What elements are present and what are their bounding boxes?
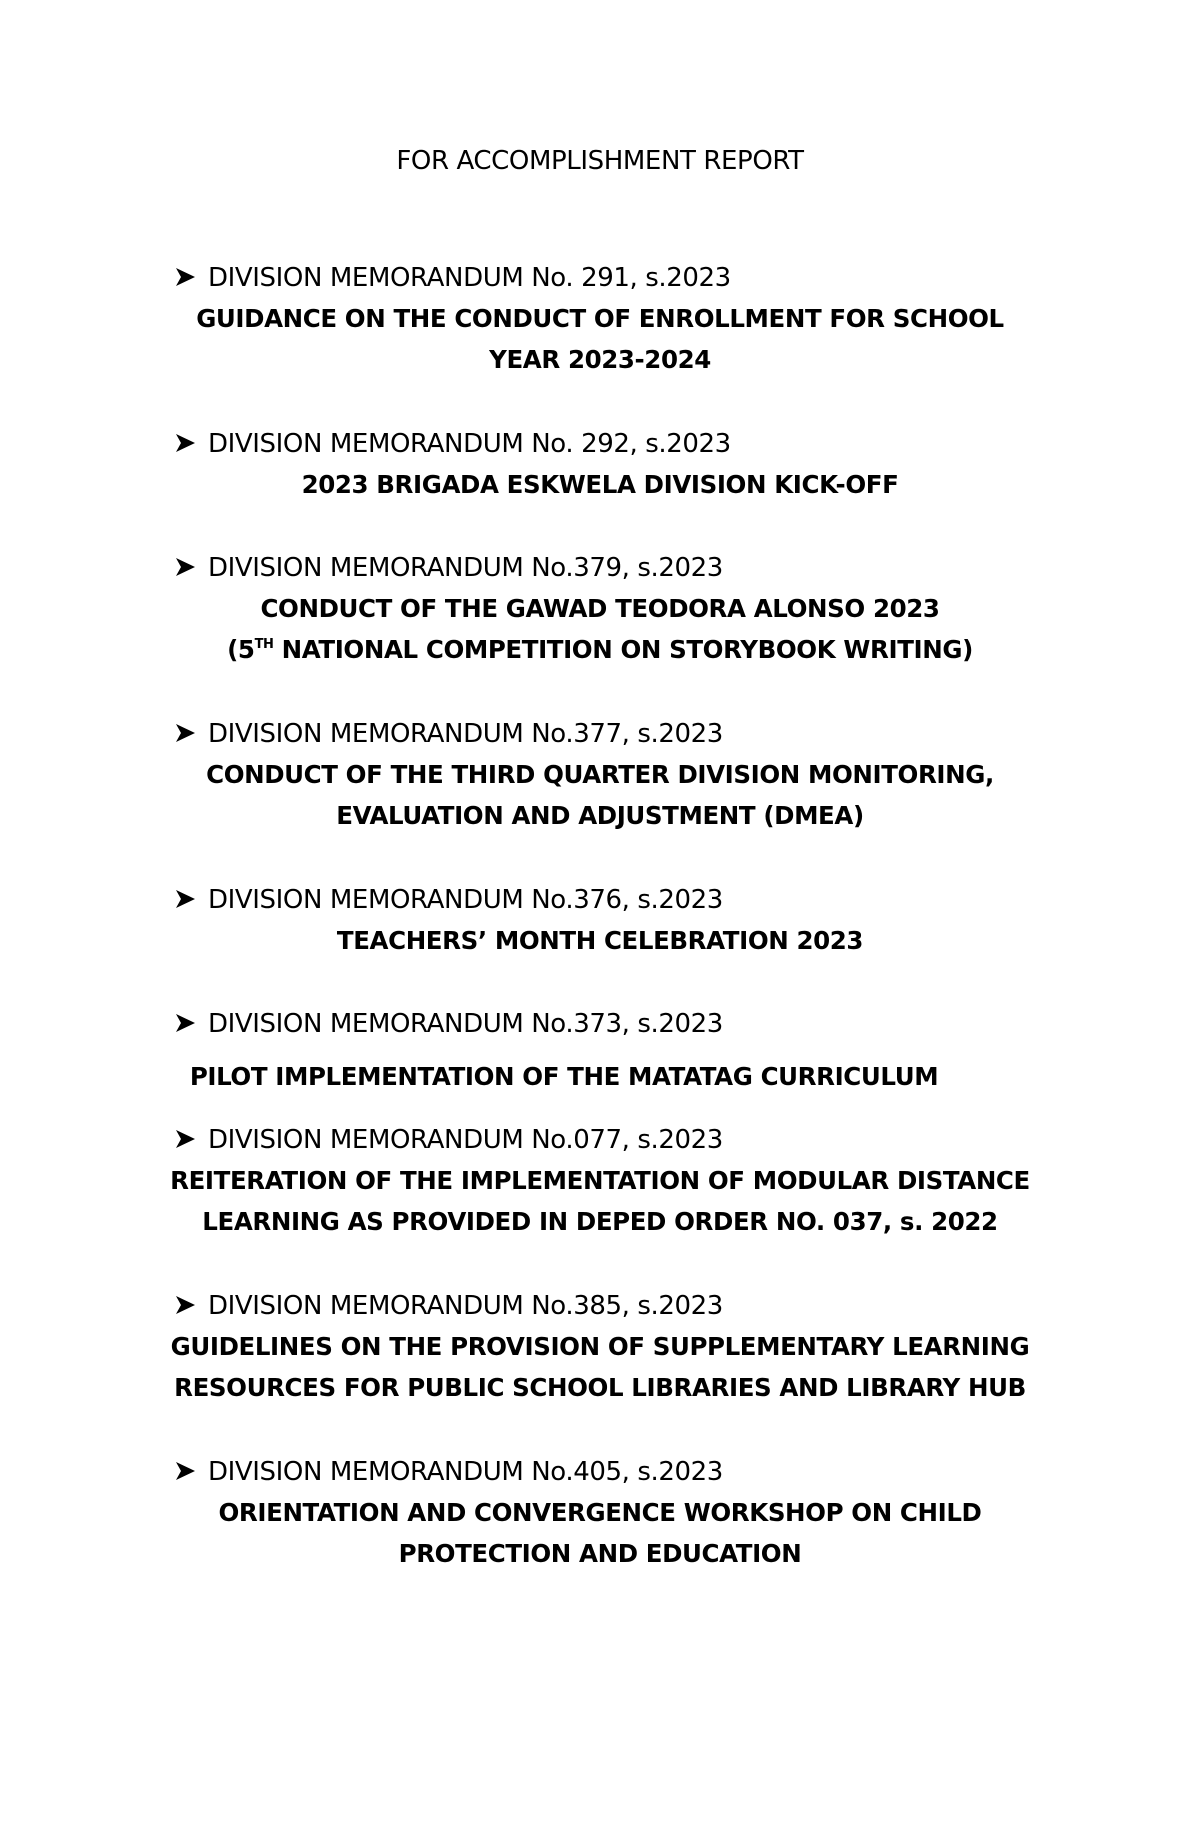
memo-number-line [175,718,723,750]
memo-title-line: REITERATION OF THE IMPLEMENTATION OF MODULAR DISTANCE [170,1166,1030,1195]
memo-title-line: ORIENTATION AND CONVERGENCE WORKSHOP ON CHILD [218,1498,982,1527]
memo-number: DIVISION MEMORANDUM No.077, s.2023 [208,1125,723,1155]
arrowhead-bullet-icon [175,723,196,743]
arrowhead-bullet-icon [175,1461,196,1481]
memo-title-line: PILOT IMPLEMENTATION OF THE MATATAG CURRICULUM [189,1062,939,1091]
memo-title [0,1056,1164,1097]
memo-number-line [175,1290,723,1322]
arrowhead-bullet-icon [175,557,196,577]
ordinal-superscript: TH [254,637,274,652]
arrowhead-bullet-icon [175,267,196,287]
memo-title-line: 2023 BRIGADA ESKWELA DIVISION KICK-OFF [301,470,899,499]
memo-number: DIVISION MEMORANDUM No.373, s.2023 [208,1009,723,1039]
memo-title-line: GUIDELINES ON THE PROVISION OF SUPPLEMENTARY LEARNING [170,1332,1030,1361]
memo-number: DIVISION MEMORANDUM No.377, s.2023 [208,719,723,749]
arrowhead-bullet-icon [175,433,196,453]
memo-title [0,754,1200,836]
memo-title-line: CONDUCT OF THE GAWAD TEODORA ALONSO 2023 [260,594,940,623]
memo-title-line: RESOURCES FOR PUBLIC SCHOOL LIBRARIES AND LIBRARY HUB [174,1373,1026,1402]
memo-number-line [175,1124,723,1156]
memo-number: DIVISION MEMORANDUM No.385, s.2023 [208,1291,723,1321]
memo-title-line: CONDUCT OF THE THIRD QUARTER DIVISION MONITORING, [206,760,994,789]
memo-title [0,298,1200,380]
memo-title [0,588,1200,670]
memo-number: DIVISION MEMORANDUM No. 291, s.2023 [208,263,731,293]
document-title: FOR ACCOMPLISHMENT REPORT [396,146,804,176]
memo-title [0,1492,1200,1574]
memo-title [0,920,1200,961]
memo-number-line [175,552,723,584]
memo-title-line: GUIDANCE ON THE CONDUCT OF ENROLLMENT FOR SCHOOL [196,304,1004,333]
memo-number-line [175,1456,723,1488]
memo-title-line [0,629,1200,670]
memo-number-line [175,428,731,460]
memo-title-line: PROTECTION AND EDUCATION [398,1539,802,1568]
arrowhead-bullet-icon [175,1013,196,1033]
arrowhead-bullet-icon [175,1295,196,1315]
memo-title-line: YEAR 2023-2024 [489,345,711,374]
memo-number: DIVISION MEMORANDUM No.379, s.2023 [208,553,723,583]
memo-number: DIVISION MEMORANDUM No.376, s.2023 [208,885,723,915]
memo-title-line: TEACHERS’ MONTH CELEBRATION 2023 [336,926,864,955]
memo-number-line [175,262,731,294]
memo-title-prefix: (5 [227,635,255,664]
memo-title [0,1160,1200,1242]
memo-title-suffix: NATIONAL COMPETITION ON STORYBOOK WRITING) [273,635,973,664]
arrowhead-bullet-icon [175,1129,196,1149]
memo-number-line [175,884,723,916]
memo-title [0,1326,1200,1408]
memo-title-line: EVALUATION AND ADJUSTMENT (DMEA) [336,801,864,830]
memo-number-line [175,1008,723,1040]
arrowhead-bullet-icon [175,889,196,909]
memo-title [0,464,1200,505]
memo-number: DIVISION MEMORANDUM No.405, s.2023 [208,1457,723,1487]
memo-title-line: LEARNING AS PROVIDED IN DEPED ORDER NO. 037, s. 2022 [202,1207,998,1236]
memo-number: DIVISION MEMORANDUM No. 292, s.2023 [208,429,731,459]
